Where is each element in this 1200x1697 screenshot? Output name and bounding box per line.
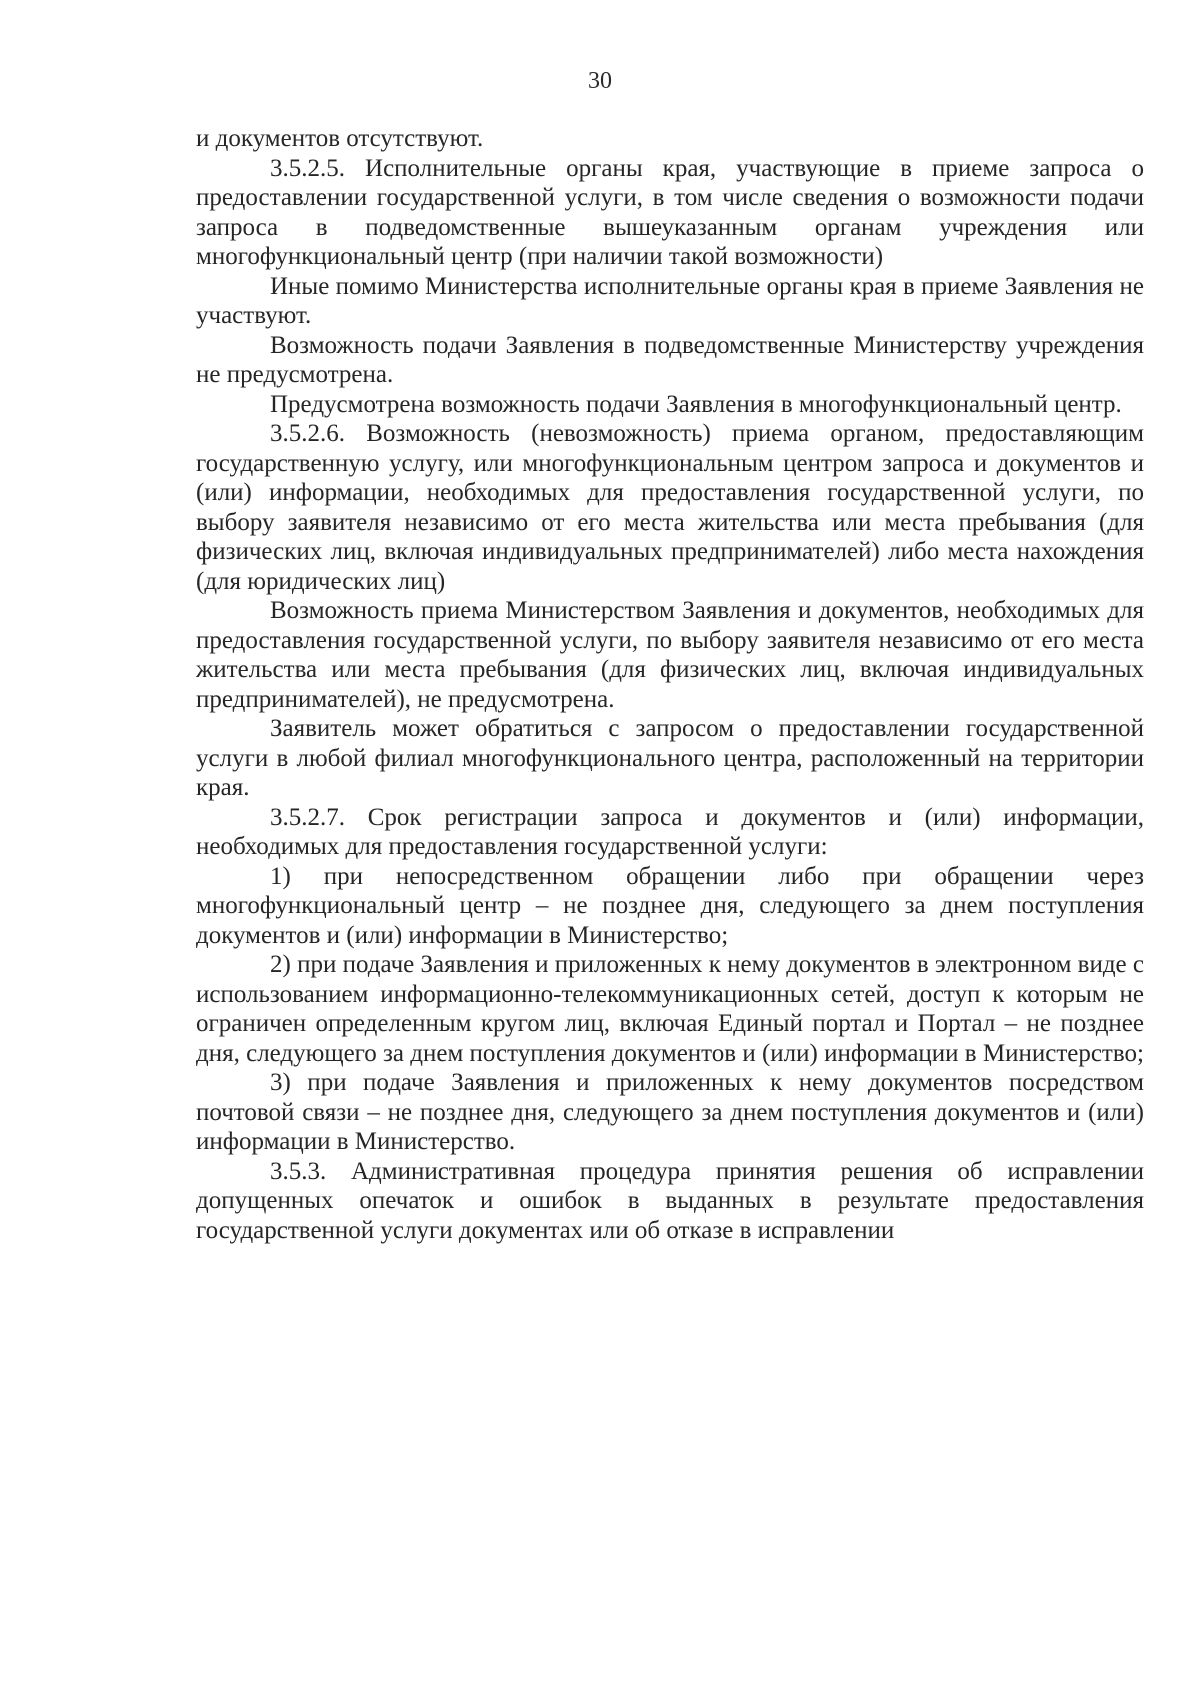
document-body [196, 124, 1144, 1245]
paragraph: Возможность подачи Заявления в подведомственные Министерству учреждения не предусмотрена. [196, 331, 1144, 388]
page-number: 30 [588, 68, 612, 94]
paragraph: 3) при подаче Заявления и приложенных к нему документов посредством почтовой связи – не позднее дня, следующего за днем поступления документов и (или) информации в Министерство. [196, 1069, 1144, 1155]
paragraph: Иные помимо Министерства исполнительные органы края в приеме Заявления не участвуют. [196, 272, 1144, 329]
paragraph: Предусмотрена возможность подачи Заявления в многофункциональный центр. [270, 390, 1122, 418]
paragraph: Возможность приема Министерством Заявления и документов, необходимых для предоставления государственной услуги, по выбору заявителя независимо от его места жительства или места пребывания (для физических лиц, включая индивидуальных предпринимателей), не предусмотрена. [196, 597, 1144, 713]
paragraph: Заявитель может обратиться с запросом о предоставлении государственной услуги в любой филиал многофункционального центра, расположенный на территории края. [196, 715, 1144, 801]
paragraph: 1) при непосредственном обращении либо при обращении через многофункциональный центр – не позднее дня, следующего за днем поступления документов и (или) информации в Министерство; [196, 862, 1144, 949]
paragraph: 3.5.3. Административная процедура принятия решения об исправлении допущенных опечаток и ошибок в выданных в результате предоставления государственной услуги документах или об отказе в исправлении [196, 1157, 1144, 1244]
paragraph: 3.5.2.6. Возможность (невозможность) приема органом, предоставляющим государственную услугу, или многофункциональным центром запроса и документов и (или) информации, необходимых для предоставления государственной услуги, по выбору заявителя независимо от его места жительства или места пребывания (для физических лиц, включая индивидуальных предпринимателей) либо места нахождения (для юридических лиц) [196, 420, 1144, 595]
paragraph: 3.5.2.7. Срок регистрации запроса и документов и (или) информации, необходимых для предоставления государственной услуги: [196, 803, 1144, 860]
paragraph: 2) при подаче Заявления и приложенных к нему документов в электронном виде с использованием информационно-телекоммуникационных сетей, доступ к которым не ограничен определенным кругом лиц, включая Единый портал и Портал – не позднее дня, следующего за днем поступления документов и (или) информации в Министерство; [196, 951, 1144, 1067]
paragraph: 3.5.2.5. Исполнительные органы края, участвующие в приеме запроса о предоставлении государственной услуги, в том числе сведения о возможности подачи запроса в подведомственные вышеуказанным органам учреждения или многофункциональный центр (при наличии такой возможности) [196, 154, 1144, 270]
paragraph: и документов отсутствуют. [196, 125, 484, 152]
